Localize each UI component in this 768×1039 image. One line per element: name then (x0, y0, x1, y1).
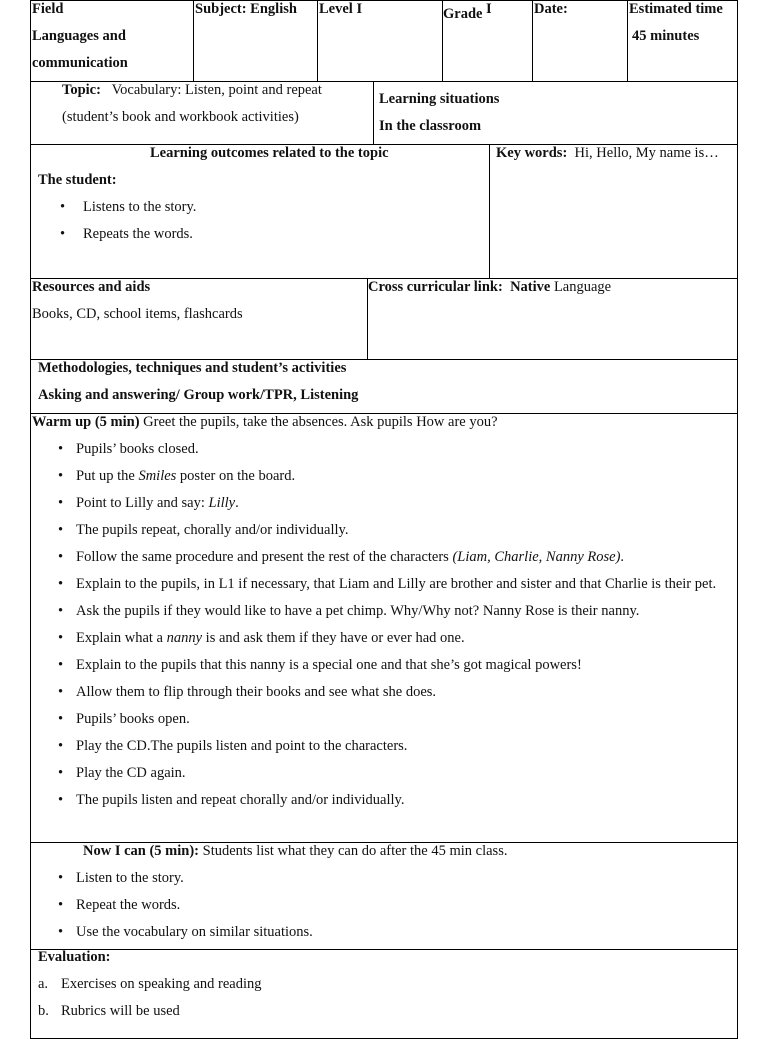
bullet: • (58, 657, 64, 673)
resources-value: Books, CD, school items, flashcards (32, 306, 243, 322)
warmup-item (32, 679, 732, 706)
cross-curricular-value: Language (553, 279, 612, 295)
nowican-intro-text: Students list what they can do after the 45 min class. (202, 843, 508, 859)
field-value-line2: communication (32, 55, 128, 71)
warmup-item (32, 652, 732, 679)
bullet: • (58, 711, 64, 727)
warmup-item (32, 544, 732, 571)
bullet: • (58, 924, 64, 940)
nowican-item-text: Repeat the words. (76, 897, 181, 913)
outcome-item (60, 221, 65, 248)
bullet: • (58, 441, 64, 457)
nowican-item (32, 919, 732, 946)
date-label: Date: (534, 1, 568, 17)
time-value: 45 minutes (632, 28, 700, 44)
warmup-item-text: Explain to the pupils that this nanny is a special one and that she’s got magical powers! (76, 657, 582, 673)
warmup-item-text: Pupils’ books closed. (76, 441, 199, 457)
topic-line2: (student’s book and workbook activities) (62, 109, 299, 125)
warmup-item-text: Ask the pupils if they would like to have a pet chimp. Why/Why not? Nanny Rose is their nanny. (76, 603, 640, 619)
nowican-item-text: Use the vocabulary on similar situations. (76, 924, 313, 940)
warmup-item (32, 463, 732, 490)
bullet: • (58, 630, 64, 646)
methods-heading: Methodologies, techniques and student’s activities (38, 360, 347, 376)
cross-curricular (368, 274, 611, 301)
student-label: The student: (38, 172, 117, 188)
nowican-item (32, 892, 732, 919)
nowican-item-text: Listen to the story. (76, 870, 184, 886)
outcome-item-text: Repeats the words. (83, 226, 193, 242)
keywords (496, 140, 719, 167)
warmup-item (32, 436, 732, 463)
outcome-item-text: Listens to the story. (83, 199, 197, 215)
warmup-item (32, 760, 732, 787)
warmup-item-text: Play the CD again. (76, 765, 186, 781)
warmup-item-text-end: . (235, 495, 239, 511)
bullet: • (58, 870, 64, 886)
warmup-item-italic: Smiles (138, 468, 177, 484)
warmup-intro (32, 409, 498, 436)
bullet: • (58, 603, 64, 619)
warmup-item-text: The pupils listen and repeat chorally and/or individually. (76, 792, 405, 808)
outcome-item (60, 194, 65, 221)
warmup-item (32, 571, 732, 598)
bullet: • (58, 522, 64, 538)
warmup-item (32, 490, 732, 517)
nowican-intro (83, 838, 507, 865)
learning-situations-value: In the classroom (379, 118, 482, 134)
topic-line1 (62, 77, 322, 104)
bullet: • (58, 576, 64, 592)
warmup-item (32, 598, 732, 625)
bullet: • (58, 468, 64, 484)
warmup-item-text: The pupils repeat, chorally and/or individually. (76, 522, 349, 538)
level-label: Level I (319, 1, 363, 17)
bullet: • (60, 199, 66, 215)
evaluation-marker: a. (38, 976, 49, 992)
nowican-items (32, 865, 732, 946)
warmup-item (32, 787, 732, 814)
warmup-item (32, 625, 732, 652)
bullet: • (58, 684, 64, 700)
topic-label: Topic: (62, 82, 101, 98)
methods-value: Asking and answering/ Group work/TPR, Listening (38, 387, 359, 403)
warmup-intro-text: Greet the pupils, take the absences. Ask pupils How are you? (143, 414, 498, 430)
warmup-item-text: Point to Lilly and say: (76, 495, 209, 511)
evaluation-label: Evaluation: (38, 949, 111, 965)
field-value-line1: Languages and (32, 28, 126, 44)
evaluation-marker: b. (38, 1003, 49, 1019)
warmup-item-text: Explain to the pupils, in L1 if necessary, that Liam and Lilly are brother and sister and that Charlie is their pet. (76, 576, 717, 592)
warmup-item-text-end: . (620, 549, 625, 565)
warmup-item-text: Allow them to flip through their books and see what she does. (76, 684, 437, 700)
warmup-item-text-end: is and ask them if they have or ever had one. (202, 630, 465, 646)
bullet: • (58, 897, 64, 913)
field-label: Field (32, 1, 64, 17)
warmup-item-text: Put up the (76, 468, 139, 484)
keywords-label: Key words: (496, 145, 568, 161)
warmup-item-italic: nanny (166, 630, 203, 646)
grade-value: I (486, 1, 492, 17)
grade-label: Grade (443, 6, 483, 22)
warmup-label: Warm up (5 min) (32, 414, 140, 430)
warmup-item (32, 517, 732, 544)
cross-curricular-value-bold: Native (510, 279, 551, 295)
warmup-item-text: Explain what a (76, 630, 167, 646)
subject-label: Subject: English (195, 1, 297, 17)
warmup-item-text: Follow the same procedure and present the rest of the characters (76, 549, 453, 565)
outcomes-heading: Learning outcomes related to the topic (150, 145, 389, 161)
evaluation-item: Rubrics will be used (61, 1003, 180, 1019)
warmup-list (32, 436, 732, 814)
resources-label: Resources and aids (32, 279, 151, 295)
warmup-item (32, 706, 732, 733)
cross-curricular-label: Cross curricular link: (368, 279, 503, 295)
warmup-item-italic: Lilly (208, 495, 236, 511)
warmup-item-text-end: poster on the board. (176, 468, 296, 484)
warmup-item (32, 733, 732, 760)
warmup-item-text: Pupils’ books open. (76, 711, 190, 727)
bullet: • (58, 792, 64, 808)
bullet: • (58, 495, 64, 511)
bullet: • (60, 226, 66, 242)
warmup-item-text: Play the CD.The pupils listen and point to the characters. (76, 738, 408, 754)
nowican-label: Now I can (5 min): (83, 843, 199, 859)
bullet: • (58, 549, 64, 565)
learning-situations-label: Learning situations (379, 91, 500, 107)
nowican-list (32, 865, 732, 946)
warmup-items (32, 436, 732, 814)
nowican-item (32, 865, 732, 892)
time-label: Estimated time (629, 1, 723, 17)
topic-text: Vocabulary: Listen, point and repeat (111, 82, 322, 98)
bullet: • (58, 738, 64, 754)
evaluation-item: Exercises on speaking and reading (61, 976, 262, 992)
keywords-value: Hi, Hello, My name is… (574, 145, 719, 161)
bullet: • (58, 765, 64, 781)
warmup-item-italic: (Liam, Charlie, Nanny Rose) (452, 549, 621, 565)
